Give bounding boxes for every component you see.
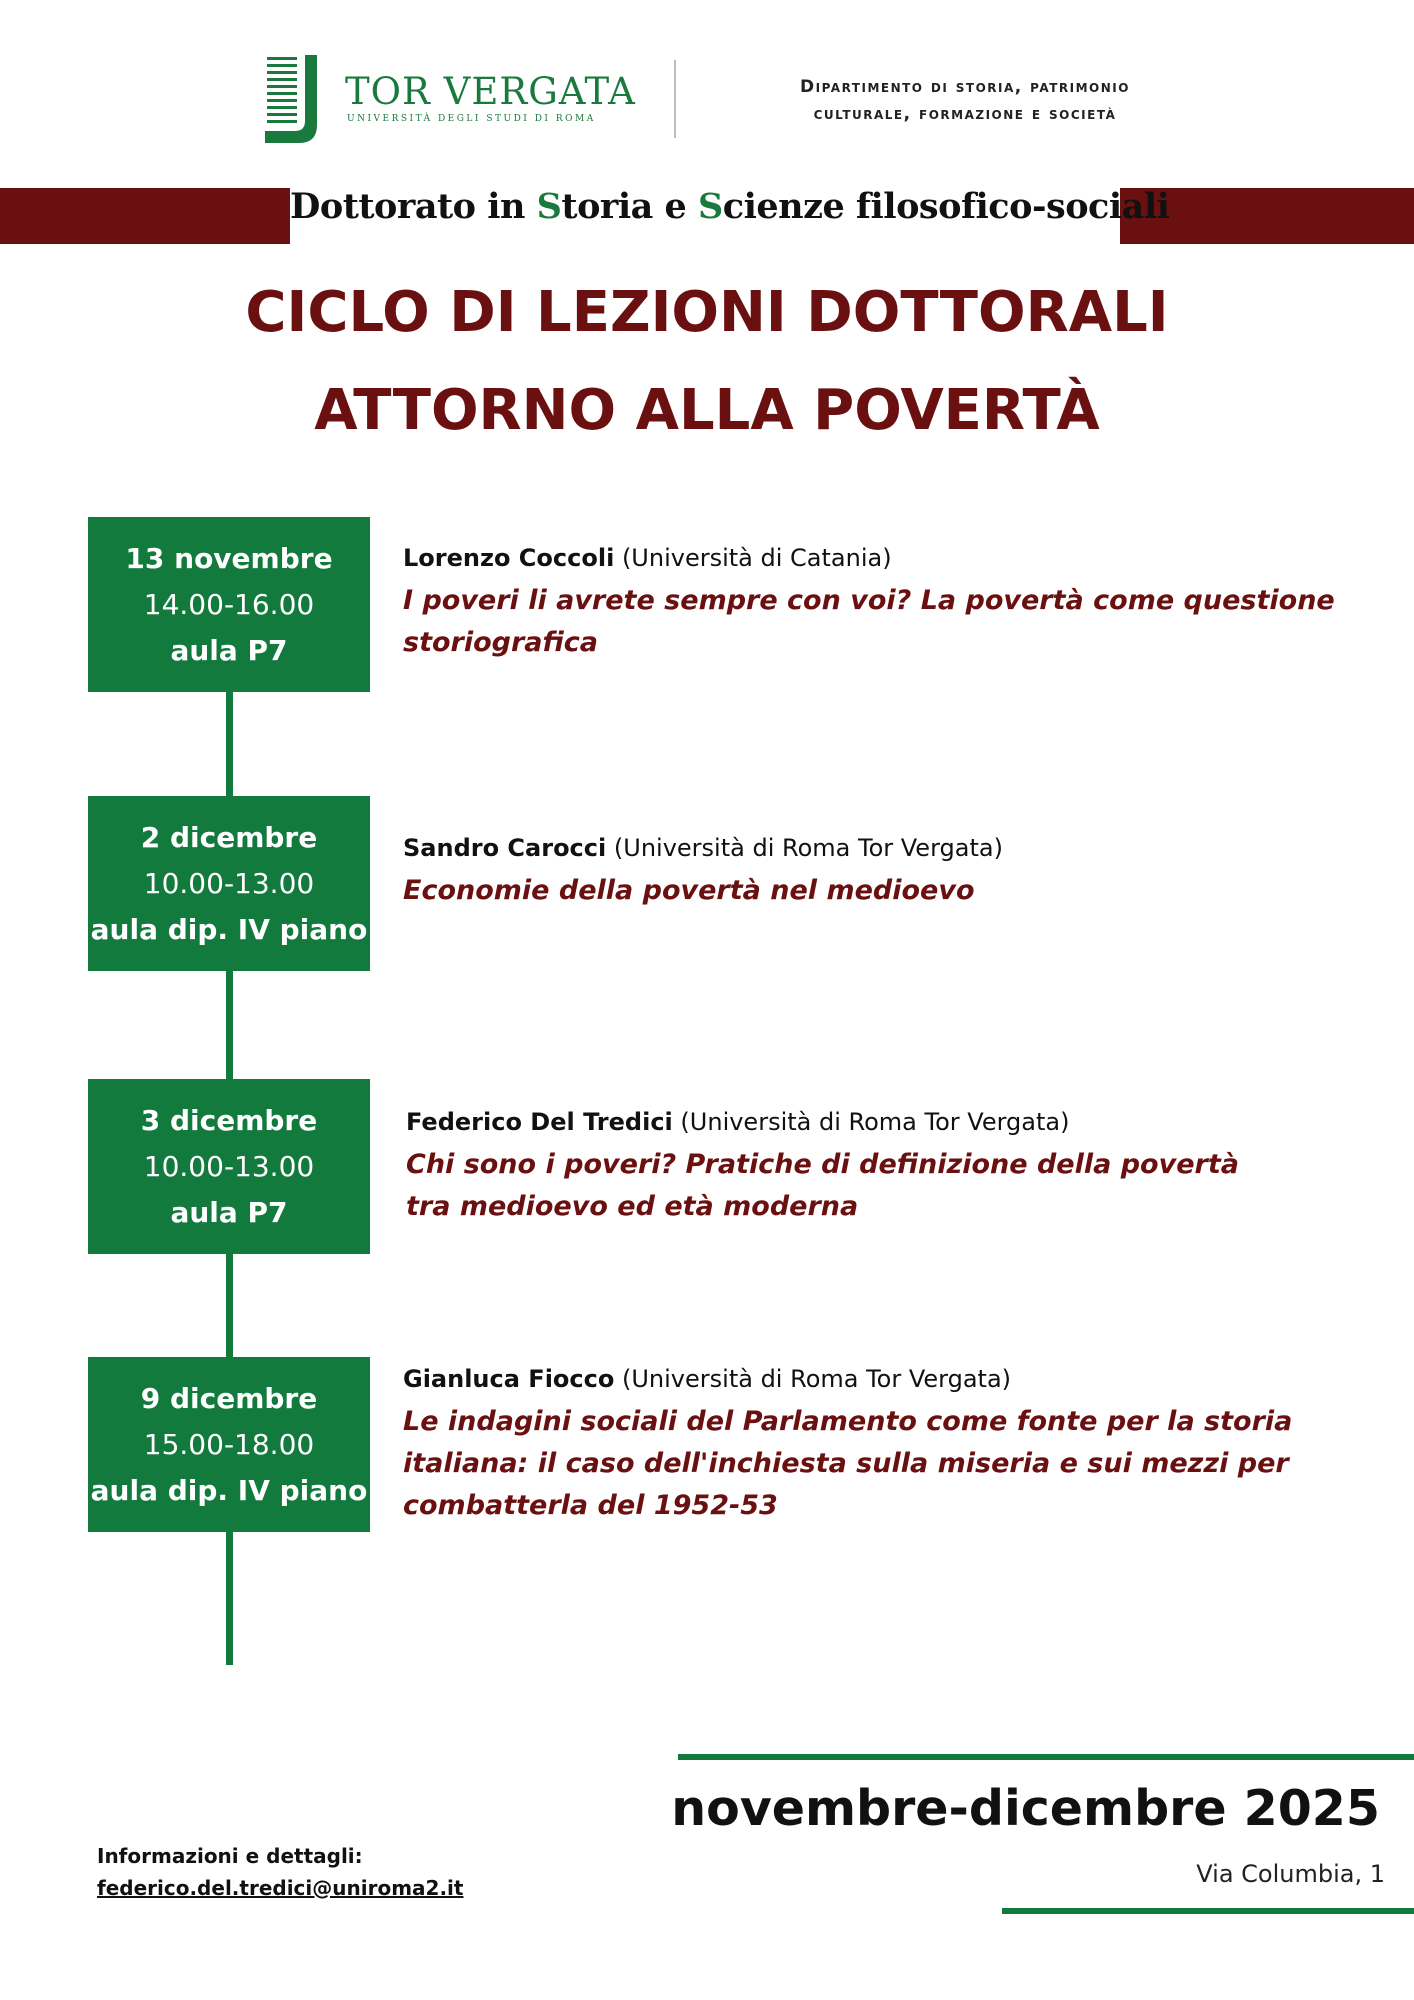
lecture-topic: I poveri li avrete sempre con voi? La povertà come questione storiografica (403, 585, 1335, 658)
lecture-date: 13 novembre (125, 541, 333, 575)
contact-email-link[interactable]: federico.del.tredici@uniroma2.it (97, 1876, 464, 1900)
event-venue: Via Columbia, 1 (1196, 1860, 1385, 1888)
lecture-speaker-line (403, 1361, 1363, 1397)
lecture-speaker-line (406, 1104, 1286, 1140)
lecture-room: aula P7 (170, 633, 288, 667)
department-line-2: culturale, formazione e società (813, 104, 1117, 124)
lecture-time: 10.00-13.00 (143, 866, 315, 900)
lecture-date-box (88, 1079, 370, 1254)
speaker-name: Federico Del Tredici (406, 1108, 673, 1136)
lecture-details (406, 1104, 1286, 1228)
main-title-line-2: ATTORNO ALLA POVERTÀ (314, 378, 1100, 443)
lecture-time: 14.00-16.00 (143, 587, 315, 621)
speaker-affiliation: (Università di Roma Tor Vergata) (613, 834, 1003, 862)
speaker-affiliation: (Università di Roma Tor Vergata) (680, 1108, 1070, 1136)
lecture-date: 9 dicembre (140, 1381, 318, 1415)
lecture-topic: Economie della povertà nel medioevo (403, 875, 975, 906)
lecture-details (403, 830, 1363, 912)
lecture-room: aula dip. IV piano (90, 1473, 368, 1507)
footer-rule-top (678, 1754, 1414, 1760)
footer-rule-bottom (1002, 1908, 1414, 1914)
department-name (700, 74, 1230, 128)
lecture-speaker-line (403, 540, 1363, 576)
lecture-details (403, 540, 1363, 664)
program-title: Dottorato in Storia e Scienze filosofico-sociali (290, 186, 1170, 227)
lecture-date-box (88, 796, 370, 971)
department-line-1: Dipartimento di storia, patrimonio (800, 77, 1130, 97)
lecture-room: aula dip. IV piano (90, 912, 368, 946)
lecture-speaker-line (403, 830, 1363, 866)
lecture-topic: Chi sono i poveri? Pratiche di definizione della povertà tra medioevo ed età moderna (406, 1149, 1239, 1222)
speaker-name: Sandro Carocci (403, 834, 607, 862)
event-period: novembre-dicembre 2025 (671, 1780, 1380, 1837)
university-logo-icon (265, 55, 331, 143)
main-title-line-1: CICLO DI LEZIONI DOTTORALI (245, 280, 1169, 345)
lecture-time: 15.00-18.00 (143, 1427, 315, 1461)
program-bar-left (0, 188, 290, 244)
speaker-name: Lorenzo Coccoli (403, 544, 615, 572)
lecture-time: 10.00-13.00 (143, 1149, 315, 1183)
lecture-date: 3 dicembre (140, 1103, 318, 1137)
header-divider (674, 60, 676, 138)
lecture-details (403, 1361, 1363, 1527)
lecture-date: 2 dicembre (140, 820, 318, 854)
speaker-affiliation: (Università di Roma Tor Vergata) (622, 1365, 1012, 1393)
university-subtitle: UNIVERSITÀ DEGLI STUDI DI ROMA (347, 114, 596, 124)
info-label: Informazioni e dettagli: (97, 1844, 363, 1868)
lecture-room: aula P7 (170, 1195, 288, 1229)
lecture-date-box (88, 517, 370, 692)
speaker-name: Gianluca Fiocco (403, 1365, 615, 1393)
speaker-affiliation: (Università di Catania) (621, 544, 892, 572)
university-name: TOR VERGATA (345, 70, 636, 113)
lecture-date-box (88, 1357, 370, 1532)
lecture-topic: Le indagini sociali del Parlamento come fonte per la storia italiana: il caso dell'inchiesta sulla miseria e sui mezzi per combatterla del 1952-53 (403, 1406, 1293, 1521)
